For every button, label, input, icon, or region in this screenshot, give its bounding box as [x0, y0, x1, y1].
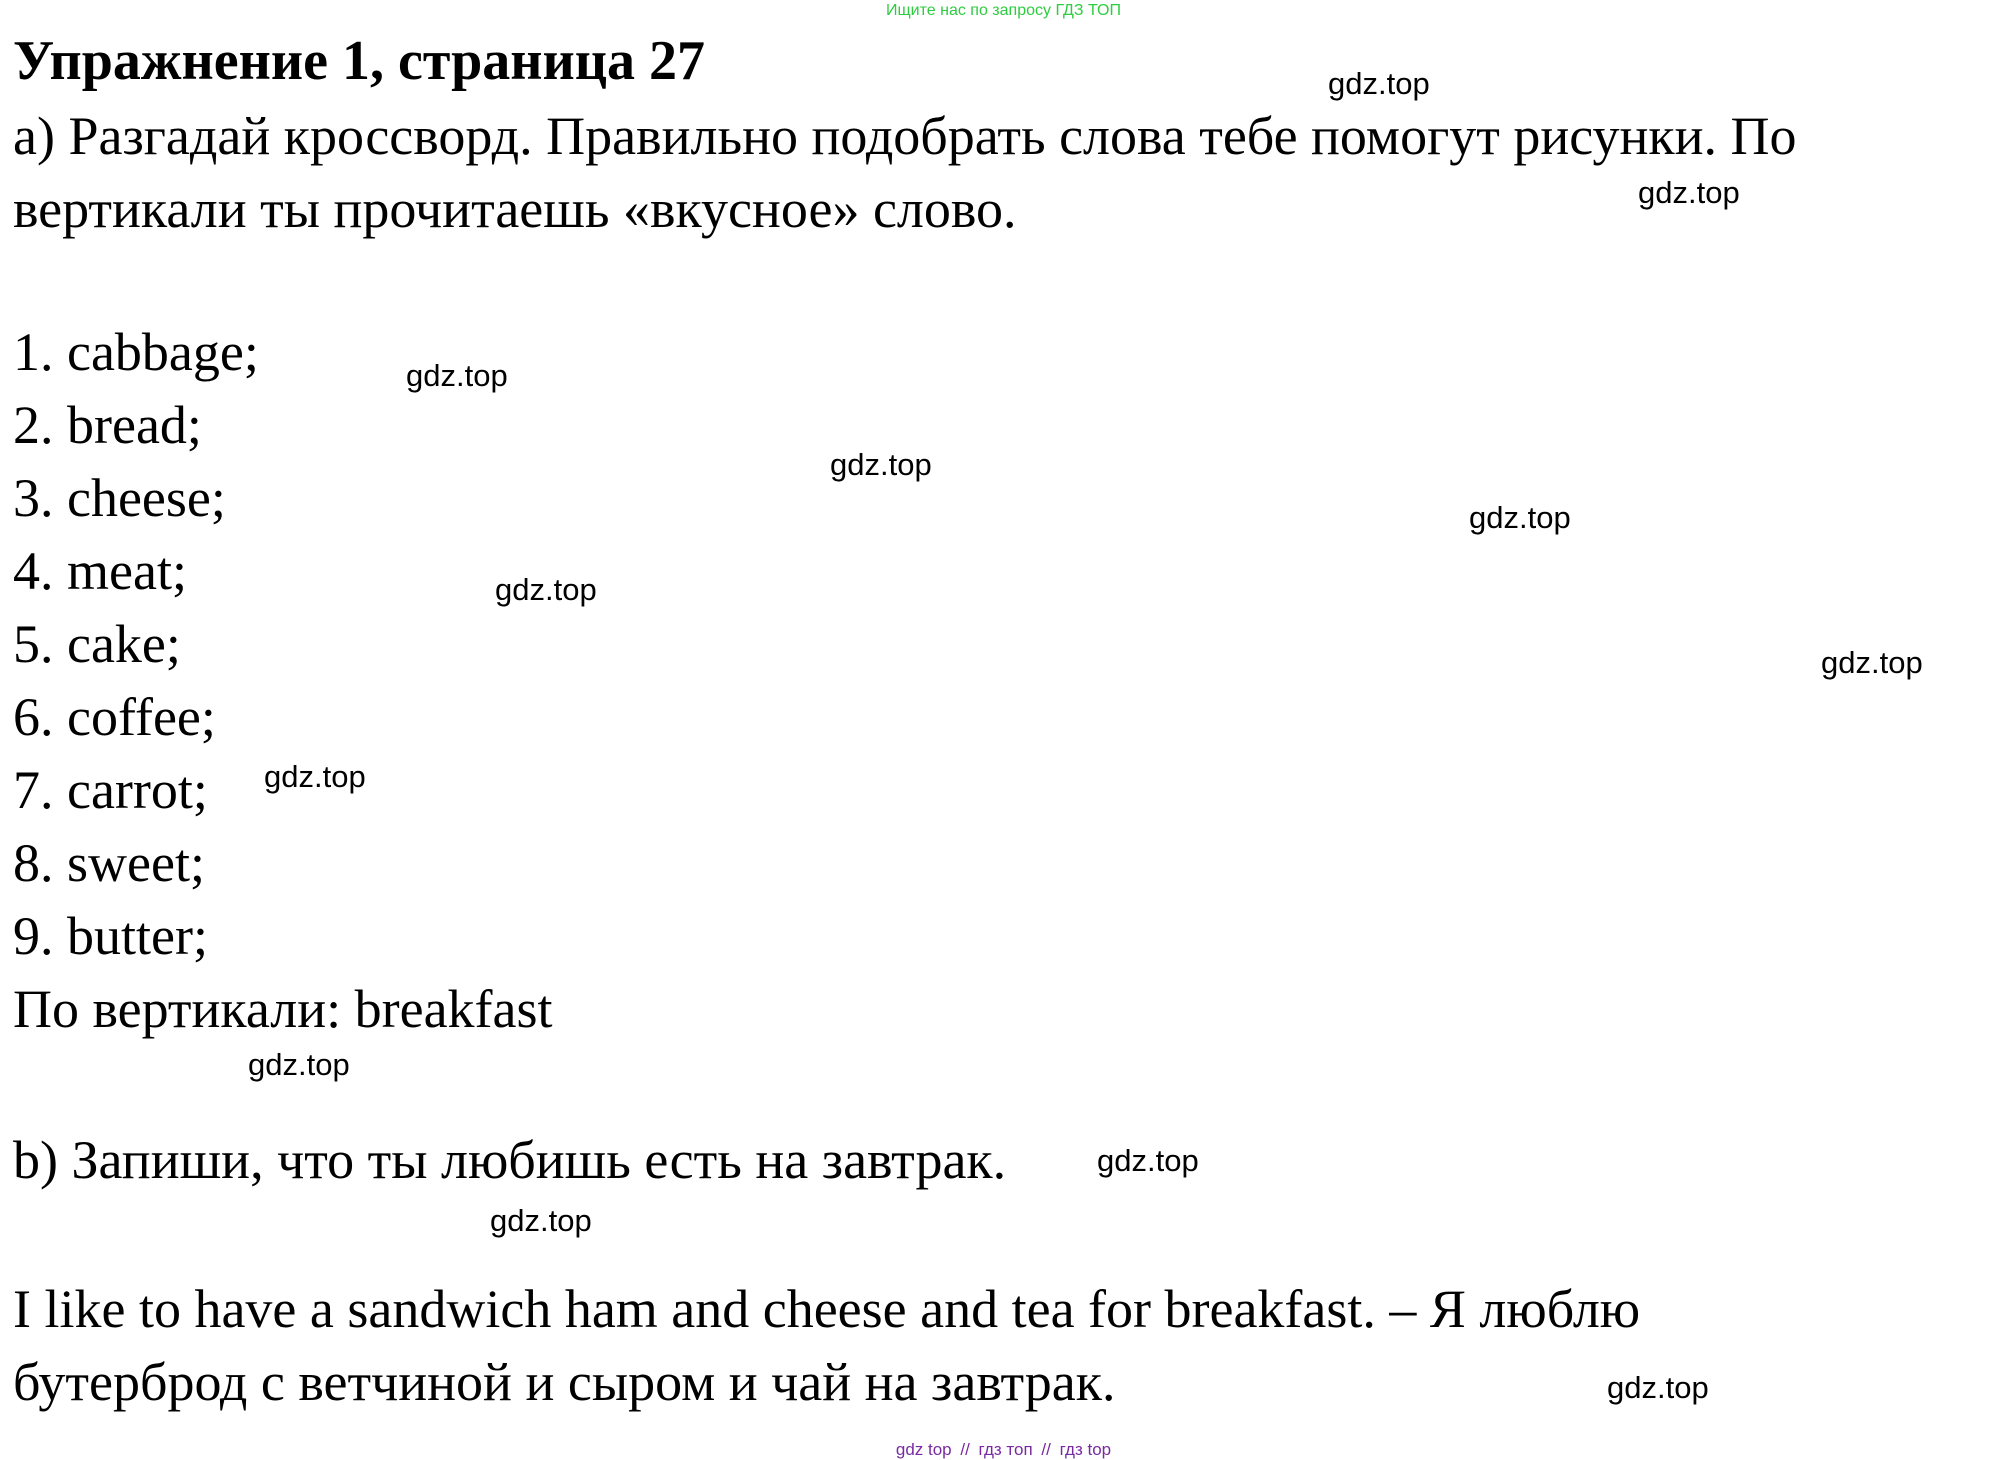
watermark: gdz.top: [830, 447, 932, 482]
footer-separator: //: [1041, 1440, 1051, 1459]
footer-text: gdz top: [895, 1440, 952, 1459]
watermark: gdz.top: [1097, 1143, 1199, 1178]
crossword-answers-list: [13, 316, 553, 1046]
watermark: gdz.top: [490, 1203, 592, 1238]
answer-item: 3. cheese;: [13, 468, 226, 528]
vertical-answer: По вертикали: breakfast: [13, 979, 553, 1039]
watermark: gdz.top: [406, 358, 508, 393]
part-a-text-line-2: вертикали ты прочитаешь «вкусное» слово.: [13, 179, 1017, 239]
answer-item: 6. coffee;: [13, 687, 216, 747]
footer-text: гдз top: [1059, 1440, 1112, 1459]
watermark: gdz.top: [1328, 66, 1430, 101]
answer-item: 5. cake;: [13, 614, 181, 674]
watermark: gdz.top: [1821, 645, 1923, 680]
watermark: gdz.top: [1469, 500, 1571, 535]
watermark: gdz.top: [264, 759, 366, 794]
footer-separator: //: [960, 1440, 970, 1459]
watermark: gdz.top: [1638, 175, 1740, 210]
top-promo-note: Ищите нас по запросу ГДЗ ТОП: [886, 2, 1121, 19]
watermark: gdz.top: [1607, 1370, 1709, 1405]
watermark: gdz.top: [248, 1047, 350, 1082]
answer-item: 8. sweet;: [13, 833, 205, 893]
part-b-answer-line-1: I like to have a sandwich ham and cheese and tea for breakfast. – Я люблю: [13, 1279, 1641, 1339]
answer-item: 4. meat;: [13, 541, 187, 601]
answer-item: 2. bread;: [13, 395, 202, 455]
footer-text: гдз топ: [978, 1440, 1033, 1459]
answer-item: 9. butter;: [13, 906, 208, 966]
answer-item: 7. carrot;: [13, 760, 208, 820]
watermark: gdz.top: [495, 572, 597, 607]
part-a-text-line-1: a) Разгадай кроссворд. Правильно подобрать слова тебе помогут рисунки. По: [13, 106, 1797, 166]
page-title: Упражнение 1, страница 27: [13, 30, 706, 92]
part-b-task: b) Запиши, что ты любишь есть на завтрак.: [13, 1130, 1007, 1190]
part-b-answer-line-2: бутерброд с ветчиной и сыром и чай на завтрак.: [13, 1352, 1116, 1412]
answer-item: 1. cabbage;: [13, 322, 259, 382]
footer-links: [0, 1440, 2007, 1460]
